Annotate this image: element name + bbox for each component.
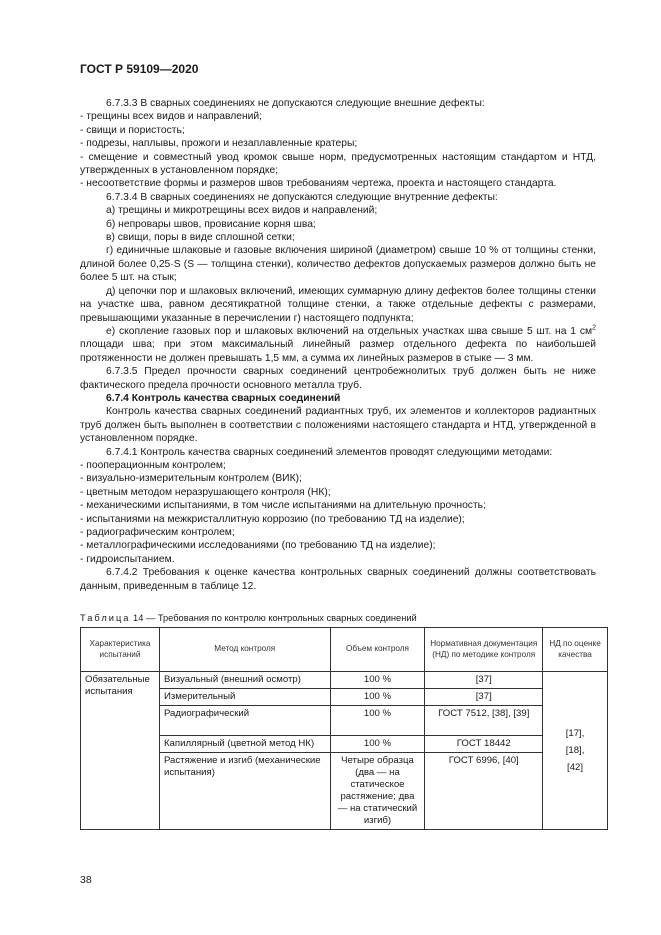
list-item: б) непровары швов, провисание корня шва;: [106, 218, 316, 230]
quality-nd-cell: [543, 672, 608, 830]
method-cell: Капиллярный (цветной метод НК): [159, 736, 330, 753]
column-header: Нормативная документация (НД) по методике контроля: [425, 628, 543, 672]
paragraph: 6.7.4.1 Контроль качества сварных соединений элементов проводят следующими методами:: [106, 446, 553, 458]
table-caption-label: Таблица: [80, 613, 131, 623]
list-item: - визуально-измерительным контролем (ВИК);: [80, 473, 302, 485]
list-item: - гидроиспытанием.: [80, 553, 175, 565]
column-header: Характеристика испытаний: [81, 628, 160, 672]
table-row: [81, 736, 608, 753]
volume-cell: 100 %: [330, 706, 425, 736]
group-cell: Обязательные испытания: [81, 672, 160, 830]
nd-cell: [37]: [425, 672, 543, 689]
para-e-text1: е) скопление газовых пор и шлаковых включений на отдельных участках шва свыше 5 шт. на 1 см: [106, 325, 593, 337]
nd-cell: ГОСТ 7512, [38], [39]: [425, 706, 543, 736]
column-header: Метод контроля: [159, 628, 330, 672]
list-item: - смещение и совместный увод кромок свыше норм, предусмотренных настоящим стандартом и НТД, утвержденных в установленном порядке;: [80, 151, 596, 177]
volume-cell: 100 %: [330, 689, 425, 706]
list-item: в) свищи, поры в виде сплошной сетки;: [106, 232, 295, 244]
paragraph: Контроль качества сварных соединений радиантных труб, их элементов и коллекторов радиантных труб должен быть выполнен в соответствии с положениями настоящего стандарта и НТД, утвержденной в установленном порядке.: [80, 406, 596, 445]
para-e-text2: площади шва; при этом максимальный линейный размер отдельного дефекта по наибольшей протяженности не должен превышать 1,5 мм, а сумма их линейных размеров в стыке — 3 мм.: [80, 339, 596, 364]
volume-cell: 100 %: [330, 736, 425, 753]
list-item: - пооперационным контролем;: [80, 459, 226, 471]
list-item: - подрезы, наплывы, прожоги и незаплавленные кратеры;: [80, 138, 358, 150]
quality-ref: [17],: [565, 728, 585, 739]
table-row: [81, 706, 608, 736]
superscript: 2: [592, 324, 596, 332]
page-number: 38: [80, 874, 92, 886]
volume-cell: Четыре образца (два — на статическое растяжение; два — на статический изгиб): [330, 753, 425, 830]
quality-ref: [18],: [565, 745, 585, 756]
table-caption: [80, 613, 417, 623]
list-item: - механическими испытаниями, в том числе испытаниями на длительную прочность;: [80, 500, 486, 512]
list-item: - цветным методом неразрушающего контроля (НК);: [80, 486, 331, 498]
nd-cell: [37]: [425, 689, 543, 706]
list-item: г) единичные шлаковые и газовые включения шириной (диаметром) свыше 10 % от толщины стенки, длиной более 0,25·S (S — толщина стенки), количество дефектов допускаемых размеров должно быть не более 5 шт. на стык;: [80, 245, 596, 284]
table-row: [81, 672, 608, 689]
quality-ref: [42]: [567, 762, 584, 773]
column-header: Объем контроля: [330, 628, 425, 672]
requirements-table: [80, 627, 608, 830]
list-item: - трещины всех видов и направлений;: [80, 111, 263, 123]
list-item: - несоответствие формы и размеров швов требованиям чертежа, проекта и настоящего стандарта.: [80, 178, 557, 190]
list-item: [80, 325, 596, 365]
paragraph: 6.7.3.3 В сварных соединениях не допускаются следующие внешние дефекты:: [106, 98, 485, 109]
list-item: а) трещины и микротрещины всех видов и направлений;: [106, 205, 378, 217]
table-caption-text: 14 — Требования по контролю контрольных сварных соединений: [130, 613, 417, 623]
table-row: [81, 753, 608, 830]
list-item: д) цепочки пор и шлаковых включений, имеющих суммарную длину дефектов более толщины стенки на участке шва, равном десятикратной толщине стенки, а также отдельные дефекты с размерами, превышающими указанные в перечислении г) настоящего подпункта;: [80, 285, 596, 324]
table-row: [81, 689, 608, 706]
document-body: [80, 97, 596, 593]
document-header: ГОСТ Р 59109—2020: [80, 62, 199, 76]
nd-cell: ГОСТ 18442: [425, 736, 543, 753]
table-header-row: [81, 628, 608, 672]
list-item: - радиографическим контролем;: [80, 527, 235, 538]
list-item: - испытаниями на межкристаллитную коррозию (по требованию ТД на изделие);: [80, 513, 465, 525]
paragraph: 6.7.3.4 В сварных соединениях не допускаются следующие внутренние дефекты:: [106, 191, 498, 203]
paragraph: 6.7.3.5 Предел прочности сварных соединений центробежнолитых труб должен быть не ниже фактического предела прочности основного металла труб.: [80, 366, 596, 391]
method-cell: Радиографический: [159, 706, 330, 736]
volume-cell: 100 %: [330, 672, 425, 689]
list-item: - свищи и пористость;: [80, 124, 185, 136]
paragraph: 6.7.4.2 Требования к оценке качества контрольных сварных соединений должны соответствовать данным, приведенным в таблице 12.: [80, 567, 596, 592]
section-heading: 6.7.4 Контроль качества сварных соединений: [106, 392, 341, 404]
method-cell: Визуальный (внешний осмотр): [159, 672, 330, 689]
column-header: НД по оценке качества: [543, 628, 608, 672]
list-item: - металлографическими исследованиями (по требованию ТД на изделие);: [80, 540, 436, 552]
method-cell: Растяжение и изгиб (механические испытания): [159, 753, 330, 830]
method-cell: Измерительный: [159, 689, 330, 706]
nd-cell: ГОСТ 6996, [40]: [425, 753, 543, 830]
